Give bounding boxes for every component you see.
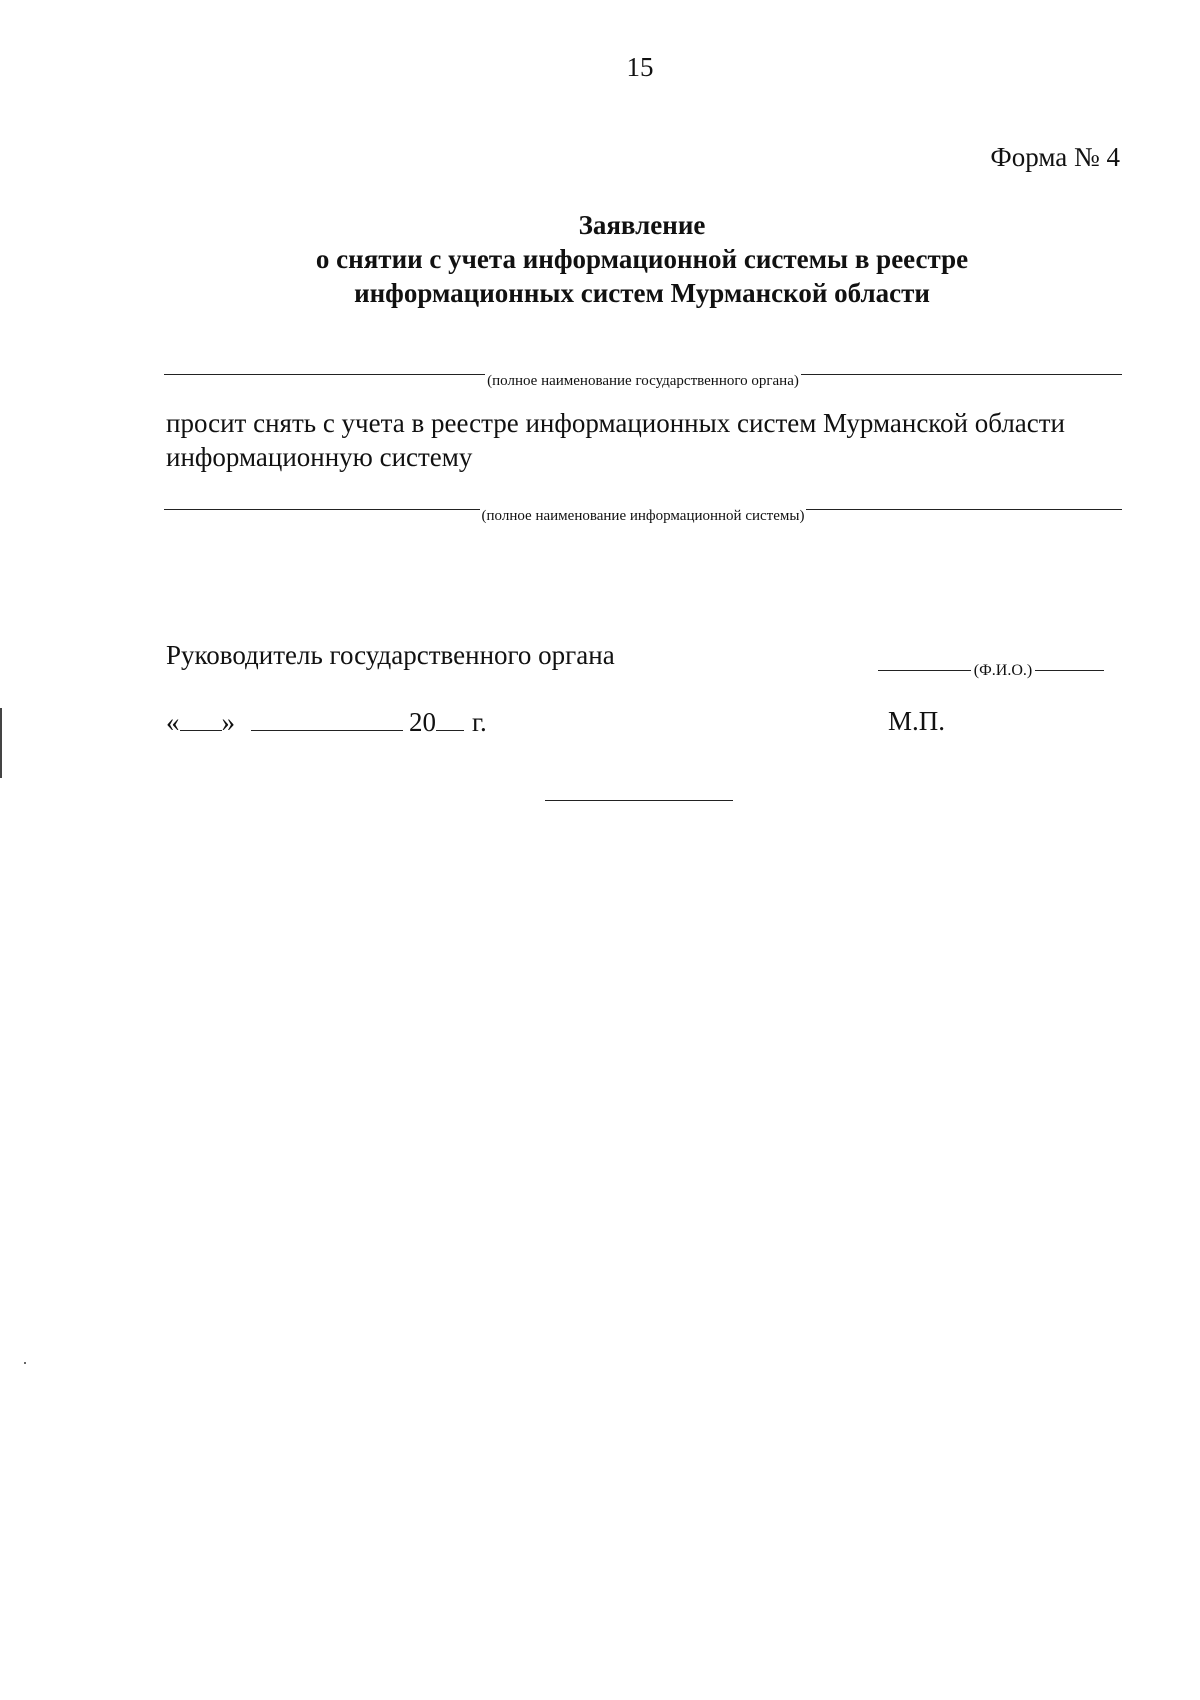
form-number: Форма № 4 — [990, 142, 1120, 172]
date-year-suffix: г. — [472, 707, 487, 737]
document-title — [164, 208, 1120, 310]
date-close-quote: » — [221, 707, 235, 737]
date-open-quote: « — [166, 707, 180, 737]
request-text-line-1: просит снять с учета в реестре информационных систем Мурманской области — [166, 408, 1066, 438]
fio-caption: (Ф.И.О.) — [878, 662, 1104, 680]
head-of-organ-label: Руководитель государственного органа — [166, 640, 615, 670]
scan-speck — [24, 1362, 26, 1364]
request-text-line-2: информационную систему — [166, 442, 473, 472]
title-line-1: Заявление — [578, 210, 706, 240]
date-field — [166, 706, 487, 738]
seal-label: М.П. — [888, 706, 946, 736]
date-day-blank — [180, 706, 222, 731]
system-name-caption: (полное наименование информационной системы) — [481, 508, 805, 524]
page-number: 15 — [626, 52, 654, 82]
title-line-2: о снятии с учета информационной системы в реестре — [315, 244, 969, 274]
title-line-3: информационных систем Мурманской области — [354, 278, 930, 308]
end-of-form-rule — [545, 800, 733, 801]
date-year-blank — [436, 706, 464, 731]
scan-edge-mark — [0, 708, 2, 778]
organ-name-caption: (полное наименование государственного органа) — [487, 373, 799, 389]
date-month-blank — [251, 706, 403, 731]
request-text — [166, 406, 1126, 474]
fio-signature-field — [878, 658, 1104, 688]
date-century: 20 — [409, 707, 436, 737]
